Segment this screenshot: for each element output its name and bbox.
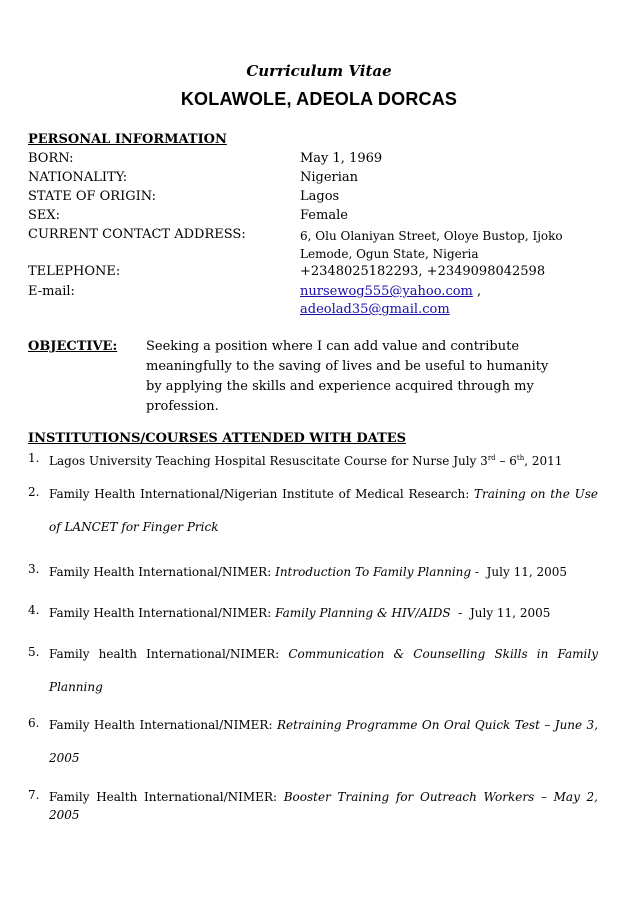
courses-heading: INSTITUTIONS/COURSES ATTENDED WITH DATES — [28, 431, 407, 446]
ordinal-suffix: rd — [487, 454, 496, 462]
course-provider: Family Health International/NIMER: — [49, 718, 277, 732]
course-number: 1. — [28, 451, 40, 465]
nationality-label: NATIONALITY: — [28, 170, 128, 185]
email-values — [300, 284, 481, 299]
email-link-2[interactable]: adeolad35@gmail.com — [300, 302, 450, 317]
course-title: Family Planning & HIV/AIDS — [275, 606, 451, 620]
nationality-value: Nigerian — [300, 170, 359, 185]
sex-value: Female — [300, 208, 348, 223]
course-text — [49, 451, 598, 471]
course-number: 2. — [28, 485, 40, 499]
course-title: Communication & Counselling Skills in Family Planning — [49, 647, 598, 694]
telephone-value: +2348025182293, +2349098042598 — [300, 264, 546, 279]
course-text — [49, 788, 598, 824]
objective-line: Seeking a position where I can add value and contribute — [146, 339, 520, 354]
course-number: 4. — [28, 603, 40, 617]
course-number: 7. — [28, 788, 40, 802]
course-provider: Family health International/NIMER: — [49, 647, 289, 661]
course-number: 3. — [28, 562, 40, 576]
course-date-part: – 6 — [495, 454, 517, 468]
address-line-1: 6, Olu Olaniyan Street, Oloye Bustop, Ijoko — [300, 229, 563, 243]
course-number: 6. — [28, 716, 40, 730]
course-text — [49, 478, 598, 544]
course-provider: Family Health International/NIMER: — [49, 606, 276, 620]
course-provider: Family Health International/NIMER: — [49, 565, 276, 579]
objective-label: OBJECTIVE: — [28, 339, 118, 354]
objective-line: meaningfully to the saving of lives and be useful to humanity — [146, 359, 549, 374]
course-number: 5. — [28, 645, 40, 659]
personal-info-heading: PERSONAL INFORMATION — [28, 132, 227, 147]
telephone-label: TELEPHONE: — [28, 264, 121, 279]
objective-line: profession. — [146, 399, 219, 414]
email-label: E-mail: — [28, 284, 75, 299]
objective-line: by applying the skills and experience acquired through my — [146, 379, 534, 394]
course-date: July 11, 2005 — [478, 565, 568, 579]
course-title: Retraining Programme On Oral Quick Test – June 3, 2005 — [49, 718, 599, 765]
course-title: Training on the Use of LANCET for Finger Prick — [49, 487, 598, 534]
course-text — [49, 603, 598, 623]
course-date: - July 11, 2005 — [450, 606, 551, 620]
email-link-1[interactable]: nursewog555@yahoo.com — [300, 284, 473, 299]
course-text — [49, 638, 598, 704]
state-value: Lagos — [300, 189, 340, 204]
course-text — [49, 709, 598, 775]
ordinal-suffix: th — [516, 454, 525, 462]
course-name: Lagos University Teaching Hospital Resuscitate Course for Nurse July 3 — [49, 454, 488, 468]
objective-text — [146, 337, 576, 417]
course-provider: Family Health International/Nigerian Institute of Medical Research: — [49, 487, 475, 501]
candidate-name: KOLAWOLE, ADEOLA DORCAS — [180, 89, 458, 109]
course-title: Booster Training for Outreach Workers – May 2, 2005 — [49, 790, 599, 822]
course-date-part: , 2011 — [524, 454, 563, 468]
document-title: Curriculum Vitae — [246, 62, 392, 80]
sex-label: SEX: — [28, 208, 61, 223]
born-value: May 1, 1969 — [300, 151, 383, 166]
course-title: Introduction To Family Planning - — [275, 565, 479, 579]
course-provider: Family Health International/NIMER: — [49, 790, 284, 804]
born-label: BORN: — [28, 151, 74, 166]
email-separator: , — [472, 284, 482, 299]
state-label: STATE OF ORIGIN: — [28, 189, 157, 204]
address-line-2: Lemode, Ogun State, Nigeria — [300, 247, 479, 261]
course-text — [49, 562, 598, 582]
address-label: CURRENT CONTACT ADDRESS: — [28, 227, 246, 242]
